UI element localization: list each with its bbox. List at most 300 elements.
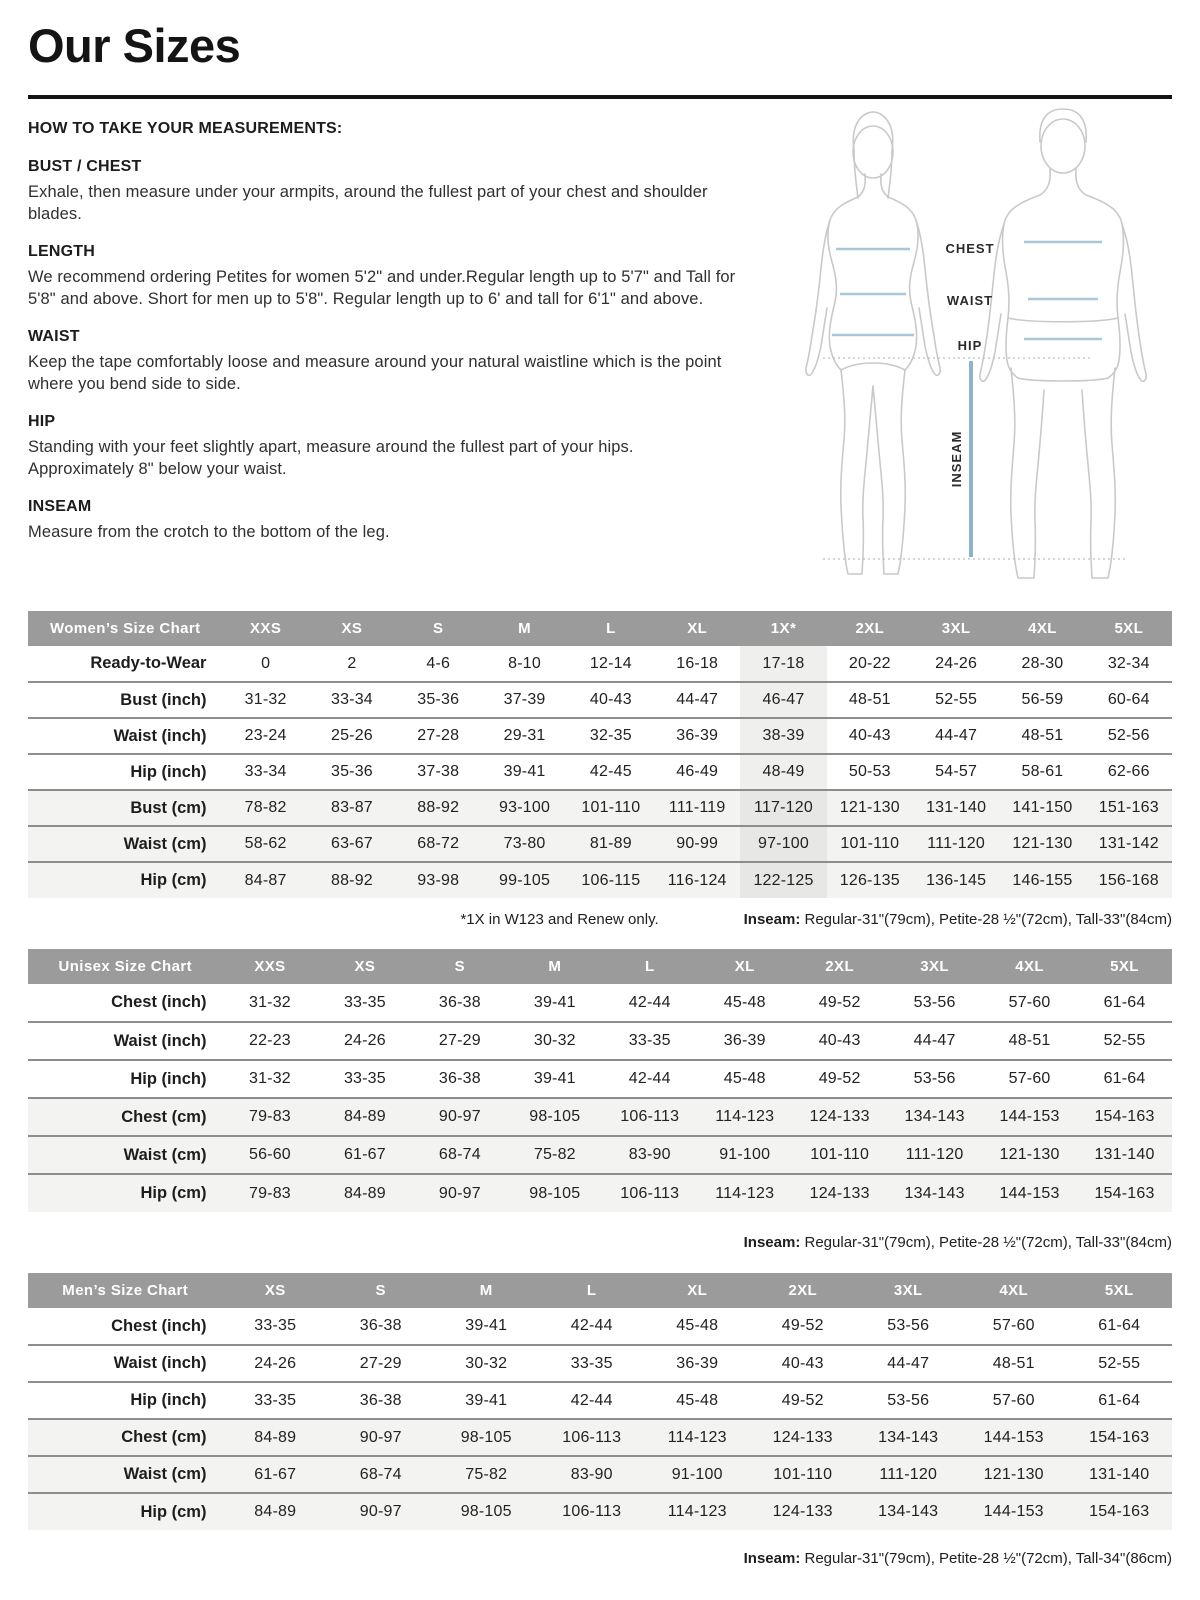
table-cell: 61-64	[1098, 1317, 1141, 1334]
table-cell: 36-38	[359, 1391, 402, 1409]
column-header: 5XL	[1066, 1273, 1172, 1308]
table-cell: 114-123	[644, 1493, 750, 1530]
table-cell: 134-143	[855, 1419, 961, 1456]
table-cell: 79-83	[222, 1098, 317, 1136]
table-row	[28, 646, 1172, 682]
column-header: L	[539, 1273, 645, 1308]
table-cell: 29-31	[503, 727, 546, 744]
table-row	[28, 1174, 1172, 1212]
table-cell: 126-135	[827, 862, 913, 898]
table-cell: 146-155	[999, 862, 1085, 898]
column-header: L	[602, 949, 697, 984]
table-cell: 61-67	[317, 1136, 412, 1174]
table-cell: 44-47	[887, 1354, 930, 1372]
column-header: XL	[644, 1273, 750, 1308]
table-cell: 88-92	[309, 862, 395, 898]
table-cell: 16-18	[676, 654, 719, 672]
section-body: Standing with your feet slightly apart, measure around the fullest part of your hips. Approximately 8" below your waist.	[28, 437, 634, 479]
table-cell: 8-10	[508, 654, 541, 672]
table-cell: 48-51	[1008, 1032, 1051, 1049]
table-cell: 49-52	[818, 1070, 861, 1087]
table-cell: 50-53	[848, 763, 891, 780]
table-cell: 56-60	[222, 1136, 317, 1174]
section-heading: LENGTH	[28, 242, 95, 260]
table-cell: 36-39	[676, 727, 719, 744]
table-cell: 33-35	[254, 1391, 297, 1409]
table-cell: 124-133	[750, 1419, 856, 1456]
table-cell: 101-110	[792, 1136, 887, 1174]
table-cell: 42-45	[589, 763, 632, 780]
table-cell: 24-26	[935, 654, 978, 672]
table-cell: 90-97	[412, 1174, 507, 1212]
column-header: 4XL	[999, 611, 1085, 646]
table-cell: 101-110	[568, 790, 654, 826]
column-header: 3XL	[855, 1273, 961, 1308]
table-cell: 106-113	[602, 1174, 697, 1212]
column-header: M	[433, 1273, 539, 1308]
table-cell: 60-64	[1107, 691, 1150, 708]
table-row	[28, 1308, 1172, 1345]
footnote-inseam-text: Regular-31"(79cm), Petite-28 ½"(72cm), Tall-33"(84cm)	[800, 1234, 1172, 1251]
table-cell: 93-100	[481, 790, 567, 826]
table-cell: 154-163	[1066, 1493, 1172, 1530]
table-cell: 36-38	[438, 1070, 481, 1087]
table-row	[28, 1493, 1172, 1530]
column-header: M	[507, 949, 602, 984]
table-cell: 33-34	[244, 763, 287, 780]
footnote-inseam-text: Regular-31"(79cm), Petite-28 ½"(72cm), Tall-33"(84cm)	[800, 911, 1172, 928]
table-cell: 39-41	[465, 1391, 508, 1409]
table-row	[28, 754, 1172, 790]
row-label: Chest (inch)	[111, 1316, 207, 1335]
table-cell: 61-64	[1098, 1391, 1141, 1409]
table-cell: 12-14	[589, 654, 632, 672]
table-cell: 141-150	[999, 790, 1085, 826]
table-cell: 30-32	[533, 1032, 576, 1049]
table-cell: 84-87	[222, 862, 308, 898]
mens-size-chart-section	[28, 1273, 1172, 1567]
table-cell: 4-6	[426, 654, 451, 672]
body-figures-illustration	[778, 106, 1180, 592]
table-cell: 53-56	[887, 1317, 930, 1334]
section-heading: WAIST	[28, 327, 80, 345]
table-cell: 24-26	[343, 1032, 386, 1049]
table-cell: 84-89	[222, 1493, 328, 1530]
table-cell: 122-125	[740, 862, 826, 898]
section-bust-chest	[28, 158, 740, 226]
table-cell: 23-24	[244, 727, 287, 744]
section-inseam	[28, 498, 740, 543]
table-cell: 40-43	[589, 691, 632, 708]
table-cell: 52-55	[1098, 1354, 1141, 1372]
unisex-size-chart-section	[28, 949, 1172, 1251]
section-heading: HIP	[28, 412, 56, 430]
table-cell: 84-89	[222, 1419, 328, 1456]
table-cell: 121-130	[827, 790, 913, 826]
table-cell: 53-56	[913, 993, 956, 1011]
table-cell: 98-105	[507, 1174, 602, 1212]
table-cell: 33-35	[628, 1032, 671, 1049]
table-cell: 156-168	[1086, 862, 1172, 898]
table-row	[28, 826, 1172, 862]
table-cell: 88-92	[395, 790, 481, 826]
table-cell: 56-59	[1021, 691, 1064, 708]
table-cell: 46-49	[676, 763, 719, 780]
womens-footnote	[28, 911, 1172, 928]
table-row	[28, 1345, 1172, 1382]
row-label: Waist (cm)	[28, 1456, 222, 1493]
column-header: 4XL	[961, 1273, 1067, 1308]
table-cell: 136-145	[913, 862, 999, 898]
table-cell: 2	[347, 654, 357, 672]
table-cell: 38-39	[740, 718, 826, 754]
mens-size-chart-table	[28, 1273, 1172, 1530]
table-cell: 33-35	[343, 1070, 386, 1087]
footnote-inseam-label: Inseam:	[743, 1234, 801, 1251]
footnote-inseam-label: Inseam:	[743, 1550, 801, 1567]
table-cell: 144-153	[982, 1174, 1077, 1212]
table-cell: 106-113	[539, 1493, 645, 1530]
table-row	[28, 718, 1172, 754]
table-cell: 90-97	[412, 1098, 507, 1136]
table-cell: 27-29	[359, 1354, 402, 1372]
column-header: 3XL	[887, 949, 982, 984]
table-cell: 83-90	[539, 1456, 645, 1493]
table-cell: 48-49	[740, 754, 826, 790]
table-cell: 31-32	[248, 993, 291, 1011]
row-label: Chest (cm)	[28, 1419, 222, 1456]
table-cell: 151-163	[1086, 790, 1172, 826]
section-length	[28, 243, 740, 311]
table-row	[28, 682, 1172, 718]
table-cell: 44-47	[676, 691, 719, 708]
column-header: XXS	[222, 611, 308, 646]
table-cell: 121-130	[999, 826, 1085, 862]
table-cell: 111-120	[913, 826, 999, 862]
table-cell: 32-35	[589, 727, 632, 744]
table-cell: 73-80	[481, 826, 567, 862]
womens-size-chart-table	[28, 611, 1172, 898]
table-cell: 48-51	[1021, 727, 1064, 744]
table-cell: 111-120	[887, 1136, 982, 1174]
table-cell: 36-38	[438, 993, 481, 1011]
table-cell: 42-44	[628, 1070, 671, 1087]
column-header: XL	[654, 611, 740, 646]
table-cell: 83-90	[602, 1136, 697, 1174]
row-label: Bust (cm)	[28, 790, 222, 826]
table-cell: 27-29	[438, 1032, 481, 1049]
row-label: Hip (inch)	[130, 1069, 207, 1088]
table-cell: 36-38	[359, 1317, 402, 1334]
unisex-size-chart-table	[28, 949, 1172, 1212]
table-title: Women’s Size Chart	[28, 611, 222, 646]
table-cell: 32-34	[1107, 654, 1150, 672]
table-cell: 49-52	[781, 1391, 824, 1409]
table-cell: 37-38	[417, 763, 460, 780]
row-label: Hip (inch)	[130, 762, 207, 781]
footnote-1x-note: *1X in W123 and Renew only.	[460, 911, 659, 928]
table-cell: 98-105	[507, 1098, 602, 1136]
table-cell: 31-32	[248, 1070, 291, 1087]
table-row	[28, 862, 1172, 898]
table-cell: 61-64	[1103, 993, 1146, 1011]
row-label: Waist (cm)	[28, 826, 222, 862]
row-label: Waist (cm)	[28, 1136, 222, 1174]
table-cell: 37-39	[503, 691, 546, 708]
table-cell: 44-47	[913, 1032, 956, 1049]
row-label: Waist (inch)	[113, 1031, 207, 1050]
column-header: XS	[317, 949, 412, 984]
table-cell: 42-44	[628, 993, 671, 1011]
table-cell: 106-115	[568, 862, 654, 898]
table-cell: 57-60	[1008, 1070, 1051, 1087]
diagram-label-chest: CHEST	[945, 241, 995, 256]
table-row	[28, 1022, 1172, 1060]
table-row	[28, 1456, 1172, 1493]
table-cell: 124-133	[750, 1493, 856, 1530]
row-label: Chest (inch)	[111, 993, 207, 1011]
measurement-instructions	[28, 120, 740, 560]
column-header: S	[328, 1273, 434, 1308]
table-title: Men’s Size Chart	[28, 1273, 222, 1308]
table-cell: 154-163	[1066, 1419, 1172, 1456]
footnote-inseam	[744, 1234, 1172, 1251]
diagram-label-hip: HIP	[957, 338, 983, 353]
table-cell: 93-98	[395, 862, 481, 898]
table-row	[28, 1098, 1172, 1136]
table-cell: 46-47	[740, 682, 826, 718]
table-cell: 42-44	[570, 1317, 613, 1334]
row-label: Waist (inch)	[113, 726, 207, 745]
table-cell: 39-41	[465, 1317, 508, 1334]
table-cell: 35-36	[330, 763, 373, 780]
row-label: Hip (cm)	[28, 862, 222, 898]
table-cell: 90-97	[328, 1493, 434, 1530]
table-cell: 84-89	[317, 1174, 412, 1212]
column-header: S	[412, 949, 507, 984]
table-cell: 45-48	[676, 1391, 719, 1409]
table-cell: 62-66	[1107, 763, 1150, 780]
column-header: 5XL	[1077, 949, 1172, 984]
table-cell: 20-22	[848, 654, 891, 672]
row-label: Hip (cm)	[28, 1174, 222, 1212]
table-cell: 144-153	[961, 1493, 1067, 1530]
table-cell: 131-142	[1086, 826, 1172, 862]
table-cell: 31-32	[244, 691, 287, 708]
table-cell: 81-89	[568, 826, 654, 862]
table-row	[28, 790, 1172, 826]
section-body: Exhale, then measure under your armpits, around the fullest part of your chest and shoulder blades.	[28, 183, 708, 224]
table-cell: 57-60	[1008, 993, 1051, 1011]
table-cell: 68-72	[395, 826, 481, 862]
section-body: Keep the tape comfortably loose and measure around your natural waistline which is the point where you bend side to side.	[28, 352, 722, 394]
table-cell: 111-120	[855, 1456, 961, 1493]
table-cell: 91-100	[697, 1136, 792, 1174]
table-cell: 40-43	[781, 1354, 824, 1372]
section-heading: BUST / CHEST	[28, 158, 142, 175]
table-cell: 111-119	[654, 790, 740, 826]
column-header: 2XL	[750, 1273, 856, 1308]
section-heading: INSEAM	[28, 497, 92, 515]
column-header: S	[395, 611, 481, 646]
table-cell: 33-35	[343, 993, 386, 1011]
table-cell: 91-100	[644, 1456, 750, 1493]
section-waist	[28, 328, 740, 396]
section-body: We recommend ordering Petites for women 5'2" and under.Regular length up to 5'7" and Tall for 5'8" and above. Short for men up to 5'8". Regular length up to 6' and tall for 6'1" and above.	[28, 267, 736, 309]
column-header: M	[481, 611, 567, 646]
table-cell: 78-82	[222, 790, 308, 826]
table-cell: 33-34	[330, 691, 373, 708]
table-cell: 90-97	[328, 1419, 434, 1456]
table-cell: 114-123	[644, 1419, 750, 1456]
table-cell: 17-18	[740, 646, 826, 682]
table-cell: 44-47	[935, 727, 978, 744]
table-cell: 58-62	[222, 826, 308, 862]
table-cell: 35-36	[417, 691, 460, 708]
table-cell: 116-124	[654, 862, 740, 898]
footnote-inseam-text: Regular-31"(79cm), Petite-28 ½"(72cm), Tall-34"(86cm)	[800, 1550, 1172, 1567]
column-header: 1X*	[740, 611, 826, 646]
table-cell: 134-143	[887, 1174, 982, 1212]
table-cell: 75-82	[433, 1456, 539, 1493]
diagram-label-waist: WAIST	[946, 293, 994, 308]
table-cell: 83-87	[309, 790, 395, 826]
table-cell: 154-163	[1077, 1098, 1172, 1136]
table-cell: 98-105	[433, 1493, 539, 1530]
table-cell: 98-105	[433, 1419, 539, 1456]
section-hip	[28, 413, 740, 481]
table-cell: 63-67	[309, 826, 395, 862]
table-cell: 0	[261, 654, 271, 672]
table-cell: 90-99	[654, 826, 740, 862]
table-cell: 131-140	[1066, 1456, 1172, 1493]
title-divider	[28, 95, 1172, 99]
row-label: Waist (inch)	[113, 1354, 207, 1372]
table-cell: 79-83	[222, 1174, 317, 1212]
table-cell: 121-130	[982, 1136, 1077, 1174]
table-cell: 45-48	[723, 993, 766, 1011]
table-cell: 106-113	[602, 1098, 697, 1136]
table-cell: 131-140	[1077, 1136, 1172, 1174]
table-cell: 30-32	[465, 1354, 508, 1372]
row-label: Hip (cm)	[28, 1493, 222, 1530]
table-cell: 75-82	[507, 1136, 602, 1174]
table-cell: 144-153	[961, 1419, 1067, 1456]
table-cell: 24-26	[254, 1354, 297, 1372]
table-cell: 124-133	[792, 1174, 887, 1212]
table-cell: 39-41	[533, 1070, 576, 1087]
column-header: XS	[309, 611, 395, 646]
diagram-label-inseam: INSEAM	[949, 430, 964, 488]
table-cell: 68-74	[328, 1456, 434, 1493]
body-measurement-diagram	[778, 106, 1180, 592]
table-cell: 106-113	[539, 1419, 645, 1456]
table-cell: 61-64	[1103, 1070, 1146, 1087]
row-label: Chest (cm)	[28, 1098, 222, 1136]
table-cell: 57-60	[992, 1391, 1035, 1409]
table-title: Unisex Size Chart	[28, 949, 222, 984]
table-cell: 121-130	[961, 1456, 1067, 1493]
table-row	[28, 1419, 1172, 1456]
table-cell: 61-67	[222, 1456, 328, 1493]
row-label: Ready-to-Wear	[90, 654, 207, 672]
footnote-inseam	[744, 911, 1172, 928]
table-cell: 134-143	[887, 1098, 982, 1136]
table-cell: 99-105	[481, 862, 567, 898]
table-cell: 36-39	[723, 1032, 766, 1049]
table-cell: 28-30	[1021, 654, 1064, 672]
table-cell: 57-60	[992, 1317, 1035, 1334]
footnote-inseam-label: Inseam:	[743, 911, 801, 928]
table-row	[28, 1382, 1172, 1419]
table-cell: 97-100	[740, 826, 826, 862]
table-cell: 134-143	[855, 1493, 961, 1530]
table-cell: 114-123	[697, 1098, 792, 1136]
section-body: Measure from the crotch to the bottom of the leg.	[28, 522, 390, 541]
table-cell: 39-41	[533, 993, 576, 1011]
table-cell: 36-39	[676, 1354, 719, 1372]
table-row	[28, 1060, 1172, 1098]
table-cell: 53-56	[913, 1070, 956, 1087]
column-header: 4XL	[982, 949, 1077, 984]
table-cell: 40-43	[848, 727, 891, 744]
table-cell: 101-110	[750, 1456, 856, 1493]
table-cell: 154-163	[1077, 1174, 1172, 1212]
table-cell: 33-35	[570, 1354, 613, 1372]
mens-footnote	[28, 1550, 1172, 1567]
column-header: XS	[222, 1273, 328, 1308]
table-cell: 42-44	[570, 1391, 613, 1409]
row-label: Bust (inch)	[120, 690, 207, 709]
table-cell: 52-55	[935, 691, 978, 708]
table-cell: 25-26	[330, 727, 373, 744]
unisex-footnote	[28, 1234, 1172, 1251]
footnote-inseam	[744, 1550, 1172, 1567]
how-to-heading: HOW TO TAKE YOUR MEASUREMENTS:	[28, 120, 343, 137]
table-cell: 117-120	[740, 790, 826, 826]
table-cell: 40-43	[818, 1032, 861, 1049]
table-cell: 48-51	[992, 1354, 1035, 1372]
table-cell: 131-140	[913, 790, 999, 826]
column-header: 2XL	[827, 611, 913, 646]
table-cell: 45-48	[676, 1317, 719, 1334]
table-row	[28, 1136, 1172, 1174]
table-cell: 45-48	[723, 1070, 766, 1087]
table-cell: 27-28	[417, 727, 460, 744]
table-cell: 33-35	[254, 1317, 297, 1334]
table-cell: 52-55	[1103, 1032, 1146, 1049]
table-cell: 48-51	[848, 691, 891, 708]
table-cell: 52-56	[1107, 727, 1150, 744]
table-cell: 39-41	[503, 763, 546, 780]
table-cell: 53-56	[887, 1391, 930, 1409]
column-header: XL	[697, 949, 792, 984]
table-row	[28, 984, 1172, 1022]
column-header: XXS	[222, 949, 317, 984]
column-header: L	[568, 611, 654, 646]
row-label: Hip (inch)	[130, 1391, 207, 1409]
page-title: Our Sizes	[28, 19, 241, 72]
column-header: 3XL	[913, 611, 999, 646]
table-cell: 49-52	[781, 1317, 824, 1334]
column-header: 2XL	[792, 949, 887, 984]
table-cell: 68-74	[412, 1136, 507, 1174]
table-cell: 124-133	[792, 1098, 887, 1136]
table-cell: 58-61	[1021, 763, 1064, 780]
table-cell: 144-153	[982, 1098, 1077, 1136]
womens-size-chart-section	[28, 611, 1172, 928]
table-cell: 84-89	[317, 1098, 412, 1136]
